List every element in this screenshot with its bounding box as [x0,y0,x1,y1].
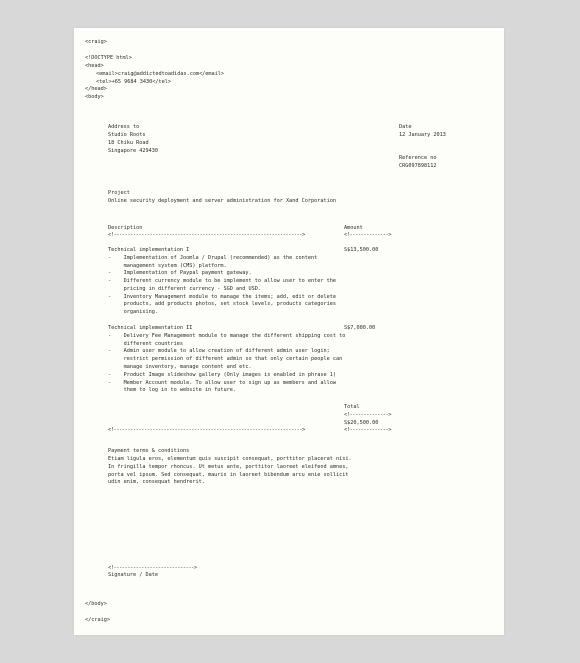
description-header: Description [108,225,143,231]
item-detail: - Product Image slideshow gallery (Only images is enabled in phrase 1) [108,372,336,378]
item-detail: - Implementation of Joomla / Drupal (recommended) as the content [108,255,318,261]
total-label: Total [344,404,360,410]
payment-line: porta vel ipsum. Sed consequat, mauris in laoreet bibendum arcu enie sollicit [108,472,349,478]
item-detail: - Admin user module to allow creation of different admin user login; [108,348,330,354]
project-value: Online security deployment and server administration for Xand Corporation [108,198,336,204]
amount-header: Amount [344,225,363,231]
address-line: Singapore 429430 [108,148,158,154]
payment-line: In fringilla tempor rhoncus. Ut metus ante, porttitor laoreet eleifend amnes, [108,464,349,470]
item-detail: pricing in different currency - SGD and USD. [108,286,262,292]
description-divider: <!--------------------------------------------------------------------> [108,232,305,238]
telephone: <tel>+65 9684 3430</tel> [96,79,171,85]
item-detail: manage inventory, manage content and etc. [108,364,252,370]
item-detail: - Delivery Fee Management module to manage the different shipping cost to [108,333,346,339]
item-detail: - Inventory Management module to manage the items; add, edit or delete [108,294,336,300]
project-label: Project [108,190,130,196]
item-detail: them to log in to website in future. [108,387,237,393]
item-detail: - Implementation of Paypal payment gateway. [108,270,252,276]
address-label: Address to [108,124,140,130]
date-label: Date [399,124,412,130]
amount-divider: <!--------------> [344,427,392,433]
payment-line: udin enim, consequat hendrerit. [108,479,205,485]
amount-divider: <!--------------> [344,232,392,238]
payment-line: Etiam ligula eros, elementum quis suscipit consequat, porttitor placerat nisi. [108,456,352,462]
open-head-tag: <head> [85,63,104,69]
date-value: 12 January 2013 [399,132,446,138]
payment-label: Payment terms & conditions [108,448,190,454]
close-body-tag: </body> [85,601,107,607]
item-title: Technical implementation I [108,247,190,253]
open-craig-tag: <craig> [85,39,107,45]
address-line: 18 Chiku Road [108,140,149,146]
doctype-tag: <!DOCTYPE html> [85,55,132,61]
item-detail: products, add products photos, set stock levels, products categories [108,301,336,307]
reference-value: CRG097898112 [399,163,437,169]
item-title: Technical implementation II [108,325,193,331]
open-body-tag: <body> [85,94,104,100]
close-head-tag: </head> [85,86,107,92]
signature-label: Signature / Date [108,572,158,578]
item-detail: management system (CMS) platform. [108,263,227,269]
reference-label: Reference no [399,155,437,161]
item-detail: - Member Account module. To allow user to sign up as members and allow [108,380,336,386]
item-amount: S$13,500.00 [344,247,379,253]
item-detail: restrict permission of different admin so that only certain people can [108,356,343,362]
item-detail: organising. [108,309,158,315]
email: <email>craig@addictedtoadidas.com</email> [96,71,225,77]
item-amount: S$7,000.00 [344,325,376,331]
invoice-paper [74,28,504,635]
item-detail: - Different currency module to be implement to allow user to enter the [108,278,336,284]
total-value: S$20,500.00 [344,420,379,426]
total-divider: <!--------------> [344,412,392,418]
signature-line: <!-----------------------------> [108,565,197,571]
close-craig-tag: </craig> [85,617,110,623]
address-line: Studio Roots [108,132,146,138]
item-detail: different countries [108,341,183,347]
description-divider: <!--------------------------------------------------------------------> [108,427,305,433]
